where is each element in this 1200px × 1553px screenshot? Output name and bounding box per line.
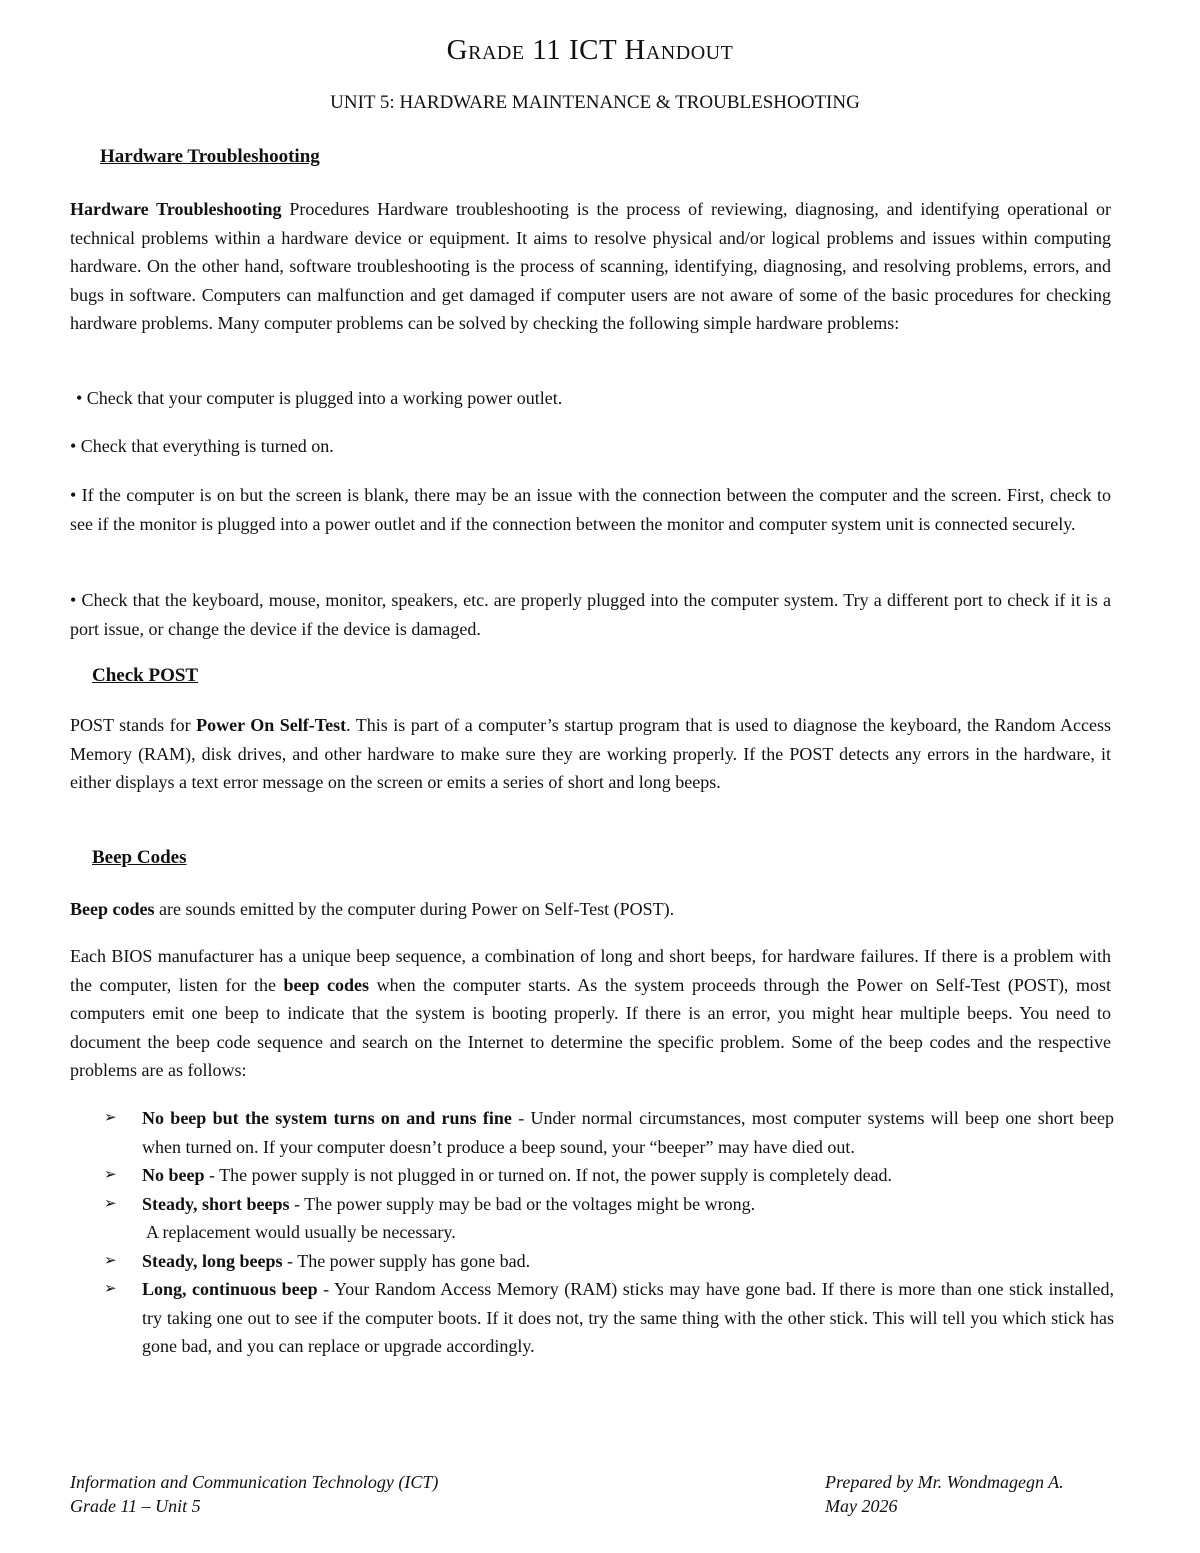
beep-codes-bold: beep codes — [283, 974, 370, 995]
list-item-continuation: A replacement would usually be necessary. — [146, 1222, 456, 1242]
list-item: ➢ No beep but the system turns on and runs fine - Under normal circumstances, most computer systems will beep one short beep when turned on. If your computer doesn’t produce a beep sound, your “beeper” may have died out. — [104, 1104, 1114, 1161]
page-title: Grade 11 ICT Handout — [446, 34, 734, 66]
list-item: ➢ No beep - The power supply is not plugged in or turned on. If not, the power supply is completely dead. — [104, 1161, 1114, 1190]
unit-title: UNIT 5: HARDWARE MAINTENANCE & TROUBLESHOOTING — [330, 92, 860, 113]
arrow-bullet-icon: ➢ — [104, 1195, 117, 1212]
section-heading-check-post: Check POST — [92, 665, 199, 686]
intro-bold-term: Hardware Troubleshooting — [70, 199, 282, 219]
section-heading-hardware-troubleshooting: Hardware Troubleshooting — [100, 146, 320, 167]
beep-paragraph: Each BIOS manufacturer has a unique beep sequence, a combination of long and short beeps, for hardware failures. If there is a problem with the computer, listen for the beep codes when the computer starts. As the system proceeds through the Power on Self-Test (POST), most computers emit one beep to indicate that the system is booting properly. If there is an error, you might hear multiple beeps. You need to document the beep code sequence and search on the Internet to determine the specific problem. Some of the beep codes and the respective problems are as follows: — [70, 946, 1111, 1080]
list-item: ➢ Steady, long beeps - The power supply has gone bad. — [104, 1247, 1114, 1276]
post-bold-term: Power On Self-Test — [196, 715, 347, 735]
arrow-bullet-icon: ➢ — [104, 1252, 117, 1269]
intro-paragraph — [70, 195, 1111, 338]
footer-date: May 2026 — [825, 1496, 898, 1516]
bullet-item-peripherals: • Check that the keyboard, mouse, monitor, speakers, etc. are properly plugged into the computer system. Try a different port to check if it is a port issue, or change the device if the device is damaged. — [70, 590, 1111, 639]
list-item: ➢ Long, continuous beep - Your Random Access Memory (RAM) sticks may have gone bad. If there is more than one stick installed, try taking one out to see if the computer boots. If it does not, try the same thing with the other stick. This will tell you which stick has gone bad, and you can replace or upgrade accordingly. — [104, 1275, 1114, 1361]
arrow-bullet-icon: ➢ — [104, 1167, 117, 1183]
section-heading-beep-codes: Beep Codes — [92, 847, 187, 868]
beep-definition: Beep codes are sounds emitted by the computer during Power on Self-Test (POST). — [70, 899, 675, 919]
footer-course: Information and Communication Technology (ICT) — [70, 1472, 439, 1492]
arrow-bullet-icon: ➢ — [104, 1110, 117, 1126]
bullet-item-blank-screen: • If the computer is on but the screen is blank, there may be an issue with the connection between the computer and the screen. First, check to see if the monitor is plugged into a power outlet and if the connection between the monitor and computer system unit is connected securely. — [70, 485, 1111, 534]
footer-left — [70, 1470, 438, 1518]
bullet-item-turned-on: • Check that everything is turned on. — [70, 436, 334, 456]
footer-grade-unit: Grade 11 – Unit 5 — [70, 1496, 201, 1516]
footer-right — [825, 1470, 1064, 1518]
post-paragraph: POST stands for Power On Self-Test. This is part of a computer’s startup program that is used to diagnose the keyboard, the Random Access Memory (RAM), disk drives, and other hardware to make sure they are working properly. If the POST detects any errors in the hardware, it either displays a text error message on the screen or emits a series of short and long beeps. — [70, 715, 1111, 792]
bullet-item-power-outlet: • Check that your computer is plugged into a working power outlet. — [76, 388, 563, 408]
beep-bold-term: Beep codes — [70, 899, 155, 919]
arrow-bullet-icon: ➢ — [104, 1281, 117, 1297]
intro-text: Procedures Hardware troubleshooting is the process of reviewing, diagnosing, and identifying operational or technical problems within a hardware device or equipment. It aims to resolve physical and/or logical problems and issues within computing hardware. On the other hand, software troubleshooting is the process of scanning, identifying, diagnosing, and resolving problems, errors, and bugs in software. Computers can malfunction and get damaged if computer users are not aware of some of the basic procedures for checking hardware problems. Many computer problems can be solved by checking the following simple hardware problems: — [70, 199, 1112, 333]
footer-author: Prepared by Mr. Wondmagegn A. — [825, 1472, 1064, 1492]
beep-code-list — [104, 1104, 1114, 1361]
list-item: ➢ Steady, short beeps - The power supply may be bad or the voltages might be wrong. A replacement would usually be necessary. — [104, 1190, 1114, 1247]
